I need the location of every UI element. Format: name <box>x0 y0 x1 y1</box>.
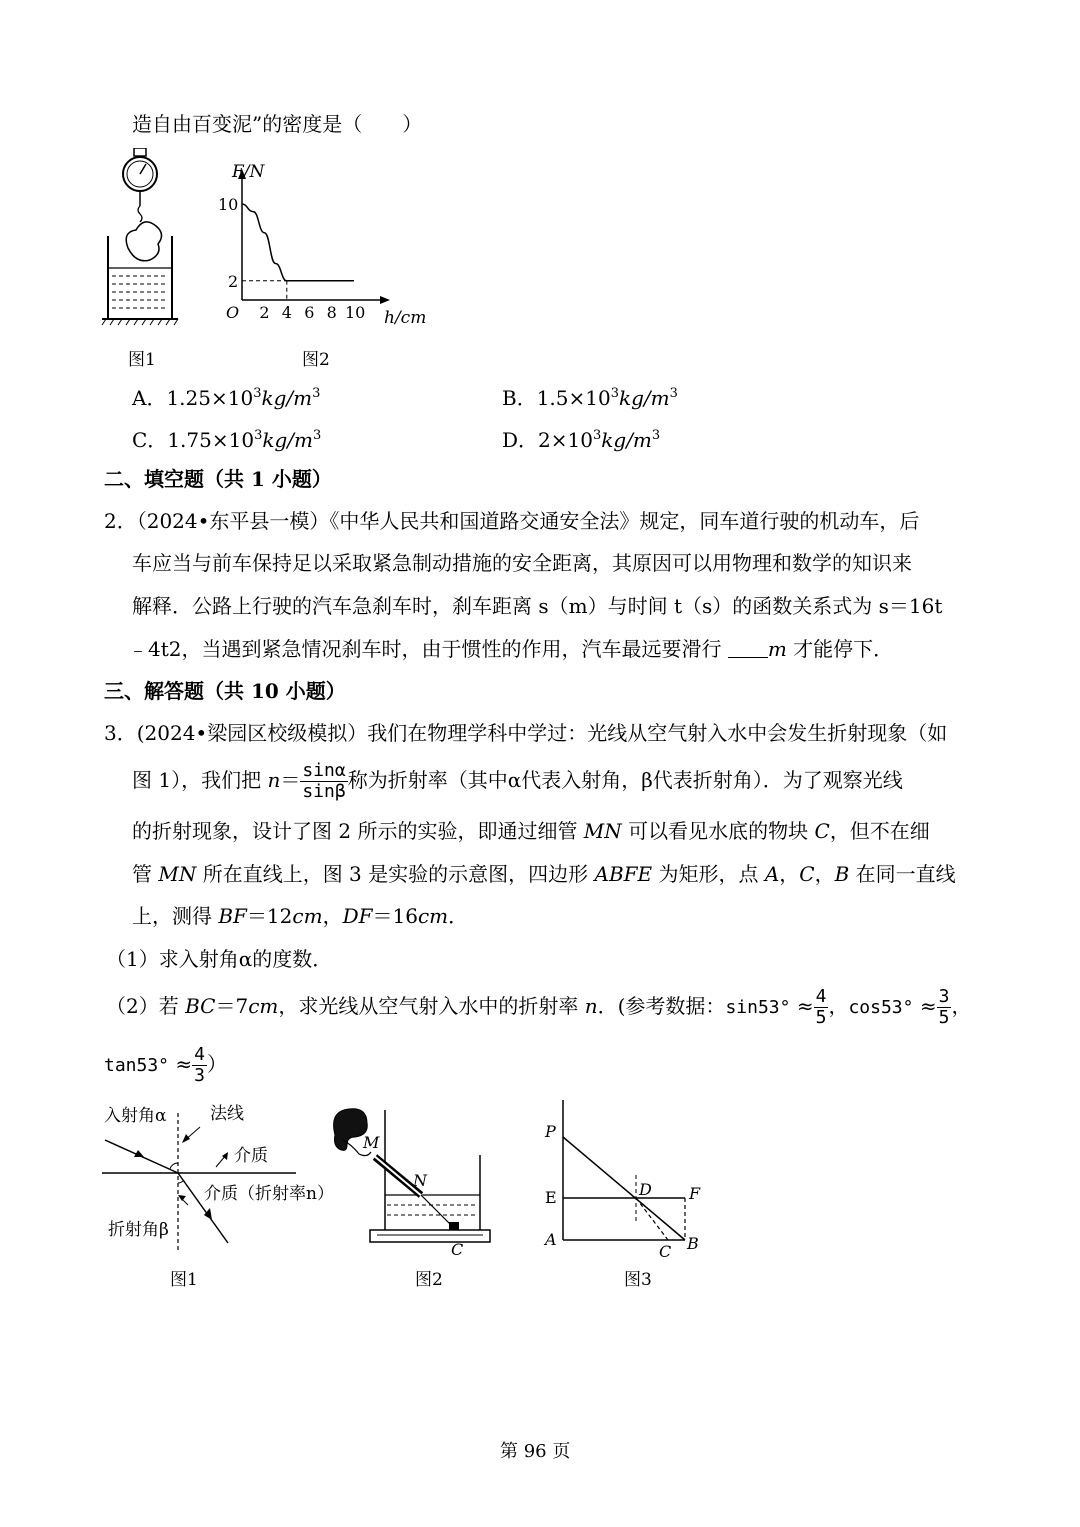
fig3-point-b: B <box>687 1234 699 1253</box>
option-a[interactable]: A．$1.25\times 10^3kg/m^3$ <box>132 386 321 410</box>
question1-tail: 造自由百变泥”的密度是（ ） <box>132 112 423 136</box>
fig1-medium-label: 介质 <box>234 1146 268 1166</box>
fig3-point-d: D <box>639 1180 652 1199</box>
q3-fig2-caption: 图2 <box>415 1270 443 1290</box>
q1-figure2-force-height-graph <box>210 155 440 335</box>
fig1-refraction-label: 折射角β <box>108 1220 169 1240</box>
fig3-point-p: P <box>545 1122 556 1141</box>
graph-x-tick-label: 2 <box>259 303 270 322</box>
fig3-point-e: E <box>545 1188 557 1207</box>
option-b[interactable]: B．$1.5\times 10^3kg/m^3$ <box>502 386 678 410</box>
fig3-point-f: F <box>689 1184 701 1203</box>
section3-heading: 三、解答题（共 10 小题） <box>104 679 346 703</box>
q3-figure2-tube-experiment <box>325 1100 495 1260</box>
fig1-normal-label: 法线 <box>210 1104 244 1124</box>
q3-subquestion2: （2）若 BC＝7cm，求光线从空气射入水中的折射率 n．(参考数据：sin53° ≈ $\frac{4}{5}$ ，cos53° ≈ $\frac{3}{5}$ ， <box>106 986 972 1028</box>
q3-line5: 上，测得 BF＝12cm，DF＝16cm． <box>132 904 469 928</box>
section2-heading: 二、填空题（共 1 小题） <box>104 467 332 491</box>
graph-x-tick-label: 8 <box>326 303 337 322</box>
option-c[interactable]: C．$1.75\times 10^3kg/m^3$ <box>132 428 322 452</box>
graph-x-tick-label: 4 <box>281 303 292 322</box>
fig1-incidence-label: 入射角α <box>104 1106 167 1126</box>
q2-line2: 车应当与前车保持足以采取紧急制动措施的安全距离，其原因可以用物理和数学的知识来 <box>132 551 912 575</box>
q3-fig1-caption: 图1 <box>170 1270 198 1290</box>
fig1-medium-n-label: 介质（折射率n） <box>204 1184 334 1204</box>
graph-x-tick-label: 10 <box>345 303 366 322</box>
q2-answer-blank[interactable] <box>728 639 768 658</box>
q3-line1: 3．(2024•梁园区校级模拟）我们在物理学科中学过：光线从空气射入水中会发生折射现象（如 <box>104 721 948 745</box>
refractive-index-fraction: $\frac{\sin\alpha}{\sin\beta}$ <box>302 760 346 802</box>
page-number: 第 96 页 <box>500 1441 571 1462</box>
fig3-point-a: A <box>545 1230 557 1249</box>
q1-fig1-caption: 图1 <box>128 350 156 370</box>
graph-origin-label: O <box>226 303 240 322</box>
graph-force-curve <box>242 204 354 281</box>
q1-figure1-spring-scale <box>100 148 190 328</box>
option-d[interactable]: D．$2\times 10^3kg/m^3$ <box>502 428 661 452</box>
graph-x-tick-label: 6 <box>304 303 315 322</box>
fig2-point-c: C <box>451 1240 464 1259</box>
fig2-point-m: M <box>363 1133 380 1152</box>
q3-subquestion1: （1）求入射角α的度数． <box>106 947 333 971</box>
graph-y-tick-label: 10 <box>218 195 239 214</box>
q2-line4: ﹣4t2，当遇到紧急情况刹车时，由于惯性的作用，汽车最远要滑行 m 才能停下． <box>128 637 894 661</box>
q3-line4: 管 MN 所在直线上，图 3 是实验的示意图，四边形 ABFE 为矩形，点 A，C，B 在同一直线 <box>132 862 956 886</box>
q3-fig3-caption: 图3 <box>624 1270 652 1290</box>
fig3-point-c: C <box>659 1242 672 1260</box>
q3-line3: 的折射现象，设计了图 2 所示的实验，即通过细管 MN 可以看见水底的物块 C，但不在细 <box>132 819 930 843</box>
fig2-point-n: N <box>413 1171 427 1190</box>
graph-y-axis-label: F/N <box>232 162 265 182</box>
q3-line2: 图 1），我们把 n＝ $\frac{\sin\alpha}{\sin\beta}$ 称为折射率（其中α代表入射角，β代表折射角）．为了观察光线 <box>132 760 903 802</box>
q3-reference-tan: tan53° ≈ $\frac{4}{3}$ ） <box>104 1044 227 1086</box>
q1-fig2-caption: 图2 <box>302 350 330 370</box>
graph-x-axis-label: h/cm <box>384 308 427 328</box>
graph-y-tick-label: 2 <box>228 271 239 291</box>
q2-line3: 解释．公路上行驶的汽车急刹车时，刹车距离 s（m）与时间 t（s）的函数关系式为 s＝16t <box>132 594 943 618</box>
q3-figure3-geometry-diagram <box>535 1095 715 1260</box>
q2-line1: 2．（2024•东平县一模）《中华人民共和国道路交通安全法》规定，同车道行驶的机动车，后 <box>104 509 920 533</box>
